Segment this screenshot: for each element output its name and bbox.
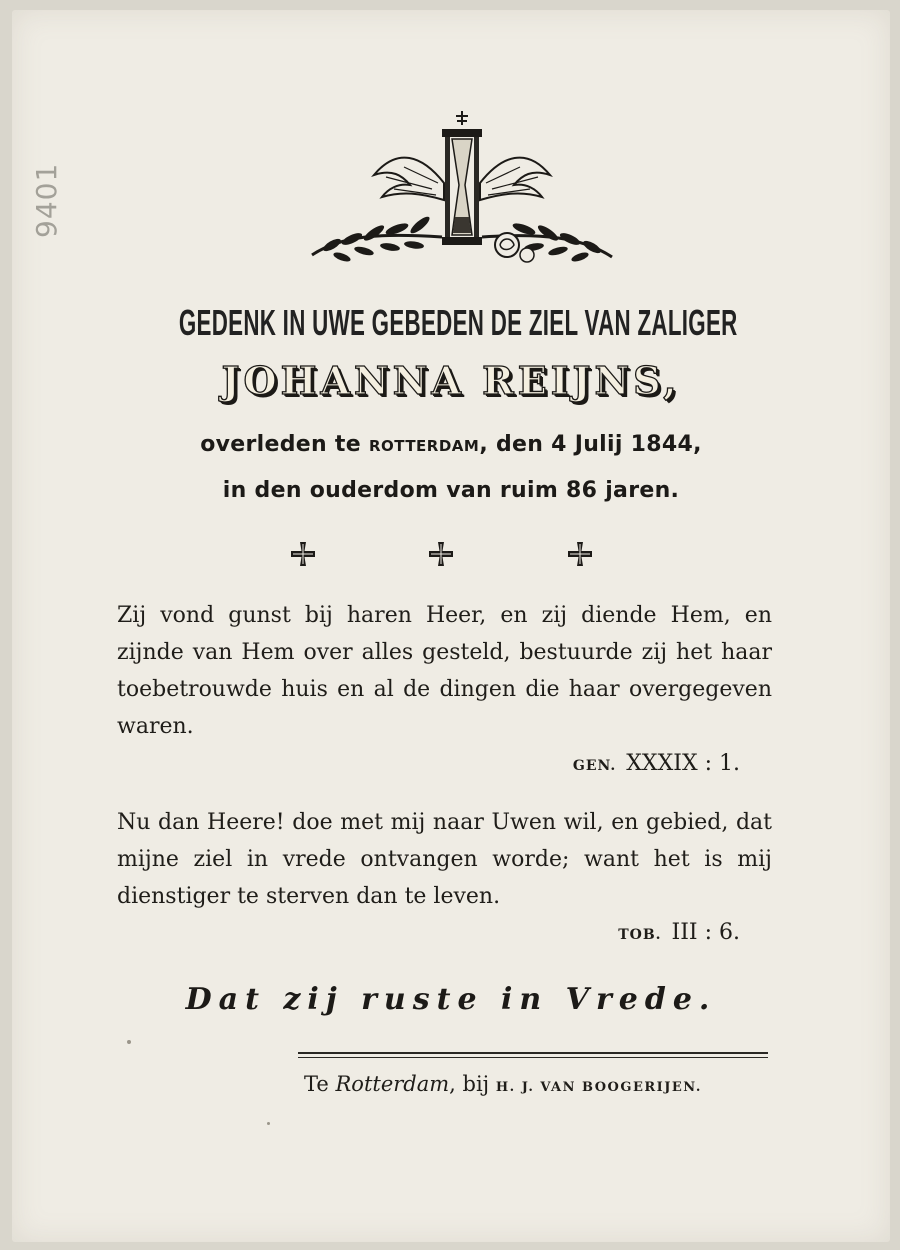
- imprint-printer: H. J. VAN BOOGERIJEN.: [495, 1080, 702, 1095]
- death-line: [12, 432, 890, 457]
- cross-icon: [289, 540, 317, 568]
- paper-speck: [267, 1122, 270, 1125]
- paper-speck: [127, 1040, 131, 1044]
- closing-blessing: Dat zij ruste in Vrede.: [185, 982, 717, 1017]
- heading: GEDENK IN UWE GEBEDEN DE ZIEL VAN ZALIGER: [178, 302, 738, 343]
- imprint-pre: Te: [304, 1072, 336, 1096]
- death-line-post: , den 4 Julij 1844,: [479, 432, 702, 457]
- death-line-pre: overleden te: [200, 432, 369, 457]
- reference-chapter: III : 6.: [671, 920, 740, 945]
- reference-chapter: XXXIX : 1.: [626, 751, 740, 776]
- verse-tobit: Nu dan Heere! doe met mij naar Uwen wil, en gebied, dat mijne ziel in vrede ontvangen worde; want het is mij dienstiger te sterven dan te leven.: [117, 810, 772, 909]
- reference-book: TOB.: [618, 927, 662, 943]
- reference-book: GEN.: [572, 758, 617, 774]
- memorial-card: [12, 10, 890, 1242]
- death-place: ROTTERDAM: [368, 437, 480, 455]
- pencil-inventory-note: 9401: [30, 162, 63, 238]
- winged-hourglass-emblem-icon: [302, 105, 622, 275]
- cross-ornaments: [12, 540, 890, 574]
- divider-rule-thin: [298, 1057, 768, 1058]
- reference-genesis: [573, 751, 740, 776]
- cross-icon: [566, 540, 594, 568]
- verse-genesis: Zij vond gunst bij haren Heer, en zij diende Hem, en zijnde van Hem over alles gesteld, bestuurde zij het haar toebetrouwde huis en al de dingen die haar overgegeven waren.: [117, 603, 772, 739]
- divider-rule: [298, 1052, 768, 1054]
- printer-imprint: [304, 1072, 702, 1096]
- age-line: in den ouderdom van ruim 86 jaren.: [222, 478, 680, 503]
- reference-tobit: [618, 920, 740, 945]
- imprint-place: Rotterdam: [335, 1072, 450, 1096]
- cross-icon: [427, 540, 455, 568]
- imprint-mid: , bij: [449, 1072, 496, 1096]
- deceased-name: JOHANNA REIJNS,: [221, 358, 681, 403]
